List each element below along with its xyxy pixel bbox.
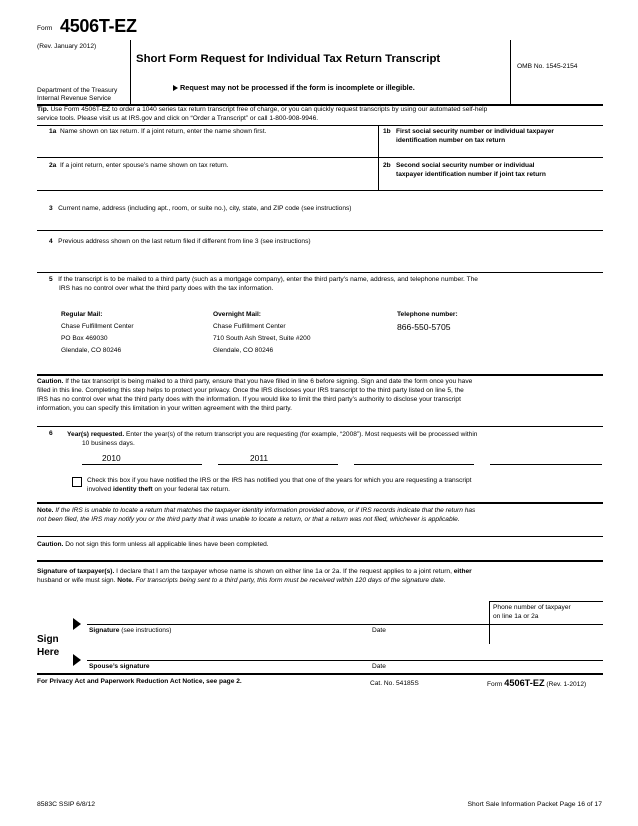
regular-mail-line-1: Chase Fulfillment Center xyxy=(61,323,134,330)
page-footer-left: 8583C SSIP 6/8/12 xyxy=(37,801,96,808)
signature-declaration-1: Signature of taxpayer(s). I declare that I am the taxpayer whose name is shown on either line 1a or 2a. If the request applies to a joint return, either xyxy=(37,568,472,575)
identity-theft-text-2: involved identity theft on your federal tax return. xyxy=(87,486,230,493)
form-footer-id: Form 4506T-EZ (Rev. 1-2012) xyxy=(487,678,587,688)
regular-mail-line-2: PO Box 469030 xyxy=(61,335,108,342)
telephone-label: Telephone number: xyxy=(397,311,458,318)
spouse-signature-label: Spouse’s signature xyxy=(89,663,150,670)
phone-label-1: Phone number of taxpayer xyxy=(493,604,571,611)
page-footer-right: Short Sale Information Packet Page 16 of 17 xyxy=(467,801,602,808)
year-1-field[interactable] xyxy=(82,464,202,465)
note-line-2: not been filed, the IRS may notify you or the third party that it was unable to locate a return, or that a return was not filed, whichever is applicable. xyxy=(37,516,460,523)
line-1b-label-a: First social security number or individual taxpayer xyxy=(396,128,554,135)
line-3: 3 Current name, address (including apt., room, or suite no.), city, state, and ZIP code (see instructions) xyxy=(49,205,352,212)
line-2b-label-a: Second social security number or individual xyxy=(396,162,535,169)
form-word: Form xyxy=(37,25,53,32)
catalog-number: Cat. No. 54185S xyxy=(370,680,419,687)
form-revision: (Rev. January 2012) xyxy=(37,43,97,50)
agency-line-1: Department of the Treasury xyxy=(37,87,118,94)
tip-line-1: Tip. Use Form 4506T-EZ to order a 1040 series tax return transcript free of charge, or you can quickly request transcripts by using our automated self-help xyxy=(37,106,488,113)
caution-1-line-2: filled in this line. Completing this step helps to protect your privacy. Once the IRS discloses your IRS transcript to the third party listed on line 5, the xyxy=(37,387,464,394)
identity-theft-checkbox[interactable] xyxy=(72,477,82,487)
caution-1-line-4: information, you can specify this limitation in your written agreement with the third party. xyxy=(37,405,292,412)
caution-1-line-1: Caution. If the tax transcript is being mailed to a third party, ensure that you have filled in line 6 before signing. Sign and date the form once you have xyxy=(37,378,473,385)
phone-label-2: on line 1a or 2a xyxy=(493,613,539,620)
line-2b-label-b: taxpayer identification number if joint tax return xyxy=(396,171,546,178)
signature-label: Signature (see instructions) xyxy=(89,627,172,634)
omb-number: OMB No. 1545-2154 xyxy=(517,63,578,70)
line-5-a: 5 If the transcript is to be mailed to a third party (such as a mortgage company), enter the third party’s name, address, and telephone number. The xyxy=(49,276,478,283)
telephone-number: 866-550-5705 xyxy=(397,322,451,332)
line-6-text-1: Year(s) requested. Enter the year(s) of the return transcript you are requesting (for example, “2008”). Most requests will be processed within xyxy=(67,431,478,438)
agency-line-2: Internal Revenue Service xyxy=(37,95,112,102)
privacy-notice: For Privacy Act and Paperwork Reduction Act Notice, see page 2. xyxy=(37,678,242,685)
line-5-b: IRS has no control over what the third party does with the tax information. xyxy=(59,285,274,292)
form-number: 4506T-EZ xyxy=(60,16,137,36)
spouse-signature-line[interactable] xyxy=(87,660,603,661)
regular-mail-label: Regular Mail: xyxy=(61,311,103,318)
line-1b-number: 1b xyxy=(383,128,391,135)
year-1-value[interactable]: 2010 xyxy=(102,453,121,463)
line-6-number: 6 xyxy=(49,430,53,437)
sign-arrow-icon xyxy=(73,618,81,630)
overnight-mail-line-1: Chase Fulfillment Center xyxy=(213,323,286,330)
form-subtitle: Request may not be processed if the form is incomplete or illegible. xyxy=(173,83,415,92)
overnight-mail-label: Overnight Mail: xyxy=(213,311,261,318)
date-label-2: Date xyxy=(372,663,386,670)
sign-label: Sign xyxy=(37,634,59,645)
signature-declaration-2: husband or wife must sign. Note. For transcripts being sent to a third party, this form must be received within 120 days of the signature date. xyxy=(37,577,446,584)
overnight-mail-line-3: Glendale, CO 80246 xyxy=(213,347,274,354)
identity-theft-text-1: Check this box if you have notified the IRS or the IRS has notified you that one of the years for which you are requesting a transcript xyxy=(87,477,472,484)
year-4-field[interactable] xyxy=(490,464,602,465)
year-3-field[interactable] xyxy=(354,464,474,465)
year-2-field[interactable] xyxy=(218,464,338,465)
line-2b-number: 2b xyxy=(383,162,391,169)
date-label-1: Date xyxy=(372,627,386,634)
pointer-arrow-icon xyxy=(173,85,178,91)
line-6-text-2: 10 business days. xyxy=(82,440,135,447)
caution-2: Caution. Do not sign this form unless all applicable lines have been completed. xyxy=(37,541,269,548)
sign-arrow-icon xyxy=(73,654,81,666)
taxpayer-signature-line[interactable] xyxy=(87,624,603,625)
form-title: Short Form Request for Individual Tax Return Transcript xyxy=(136,53,441,65)
line-1b-label-b: identification number on tax return xyxy=(396,137,506,144)
line-2a: 2a If a joint return, enter spouse’s name shown on tax return. xyxy=(49,162,229,169)
regular-mail-line-3: Glendale, CO 80246 xyxy=(61,347,122,354)
note-line-1: Note. If the IRS is unable to locate a return that matches the taxpayer identity information provided above, or if IRS records indicate that the return has xyxy=(37,507,476,514)
here-label: Here xyxy=(37,647,60,658)
overnight-mail-line-2: 710 South Ash Street, Suite #200 xyxy=(213,335,311,342)
line-4: 4 Previous address shown on the last return filed if different from line 3 (see instructions) xyxy=(49,238,311,245)
tip-line-2: service tools. Please visit us at IRS.gov and click on “Order a Transcript” or call 1-800-908-9946. xyxy=(37,115,319,122)
caution-1-line-3: IRS has no control over what the third party does with the information. If you would like to limit the third party’s authority to disclose your transcript xyxy=(37,396,461,403)
year-2-value[interactable]: 2011 xyxy=(250,453,269,463)
line-1a: 1a Name shown on tax return. If a joint return, enter the name shown first. xyxy=(49,128,267,135)
